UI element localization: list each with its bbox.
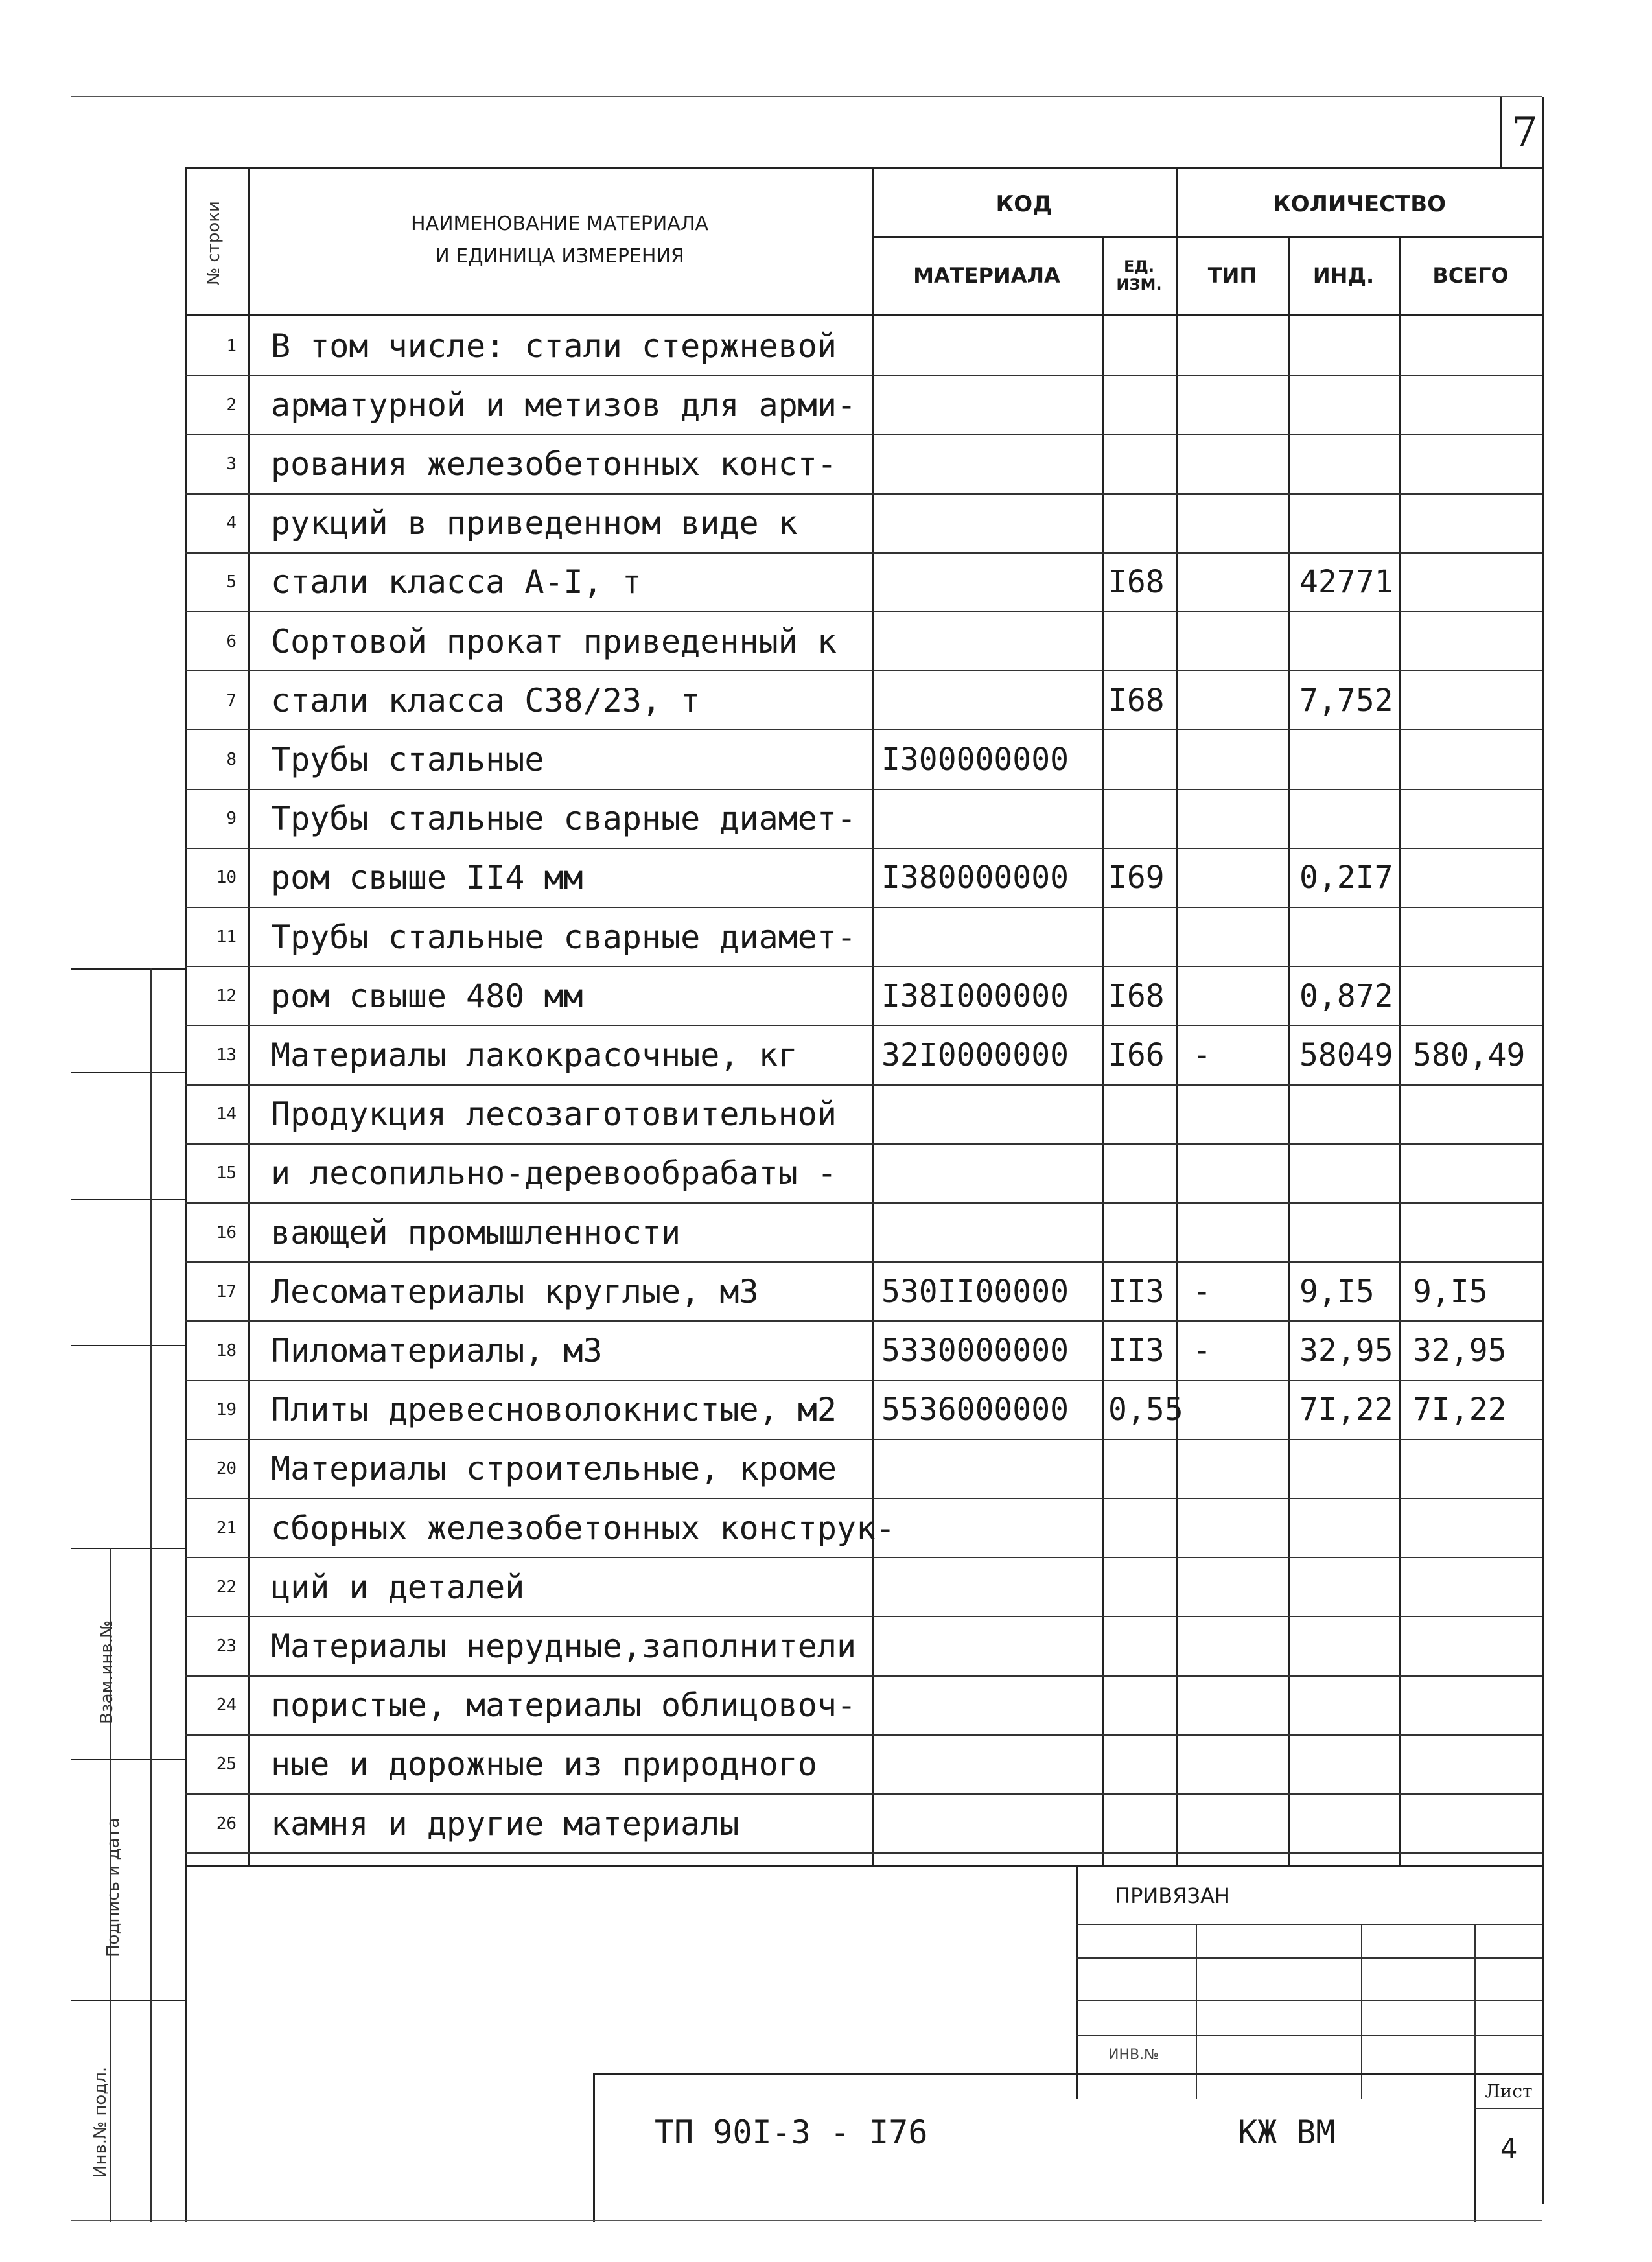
stamp-line-1	[1076, 1924, 1542, 1925]
row-number: 1	[226, 336, 237, 356]
material-name: Лесоматериалы круглые, м3	[271, 1272, 759, 1311]
material-name: Трубы стальные сварные диамет-	[271, 800, 857, 838]
row-number: 18	[216, 1340, 237, 1360]
row-number: 19	[216, 1400, 237, 1420]
material-name: вающей промышленности	[271, 1213, 681, 1252]
material-code: 5536000000	[881, 1392, 1069, 1428]
row-divider	[185, 1202, 1542, 1204]
row-number: 2	[226, 395, 237, 415]
title-block-sheet-line	[1474, 2108, 1542, 2109]
table-top-line	[185, 167, 1544, 169]
col-sep-type	[1288, 236, 1290, 1865]
header-mid-line	[872, 236, 1542, 238]
row-number: 5	[226, 572, 237, 592]
material-name: сборных железобетонных конструк-	[271, 1509, 896, 1547]
row-number: 17	[216, 1281, 237, 1301]
material-name: пористые, материалы облицовоч-	[271, 1686, 857, 1725]
qty-total: 32,95	[1413, 1332, 1507, 1369]
material-name: камня и другие материалы	[271, 1804, 739, 1843]
row-divider	[185, 670, 1542, 671]
unit-code: I68	[1108, 682, 1165, 719]
header-qty-total: ВСЕГО	[1432, 263, 1509, 288]
qty-individual: 7I,22	[1299, 1392, 1393, 1428]
material-name: рования железобетонных конст-	[271, 445, 837, 483]
material-name: и лесопильно-деревообрабаты -	[271, 1154, 837, 1193]
bottom-line	[71, 2220, 1542, 2221]
material-name: Материалы строительные, кроме	[271, 1450, 837, 1488]
material-code: I38I000000	[881, 977, 1069, 1014]
header-qty-type: ТИП	[1207, 263, 1257, 288]
row-divider	[185, 493, 1542, 495]
table-left-line	[185, 167, 187, 2222]
table-right-line	[1542, 167, 1544, 2099]
header-code-material: МАТЕРИАЛА	[913, 263, 1060, 288]
top-border-line	[71, 96, 1542, 97]
unit-code: I66	[1108, 1036, 1165, 1073]
margin-vline-2	[150, 968, 152, 2222]
stamp-bound-label: ПРИВЯЗАН	[1115, 1883, 1230, 1908]
material-name: Материалы нерудные,заполнители	[271, 1627, 857, 1665]
row-divider	[185, 552, 1542, 554]
row-divider	[185, 434, 1542, 435]
row-number: 26	[216, 1813, 237, 1834]
row-number: 15	[216, 1163, 237, 1183]
col-sep-unit	[1176, 167, 1178, 1865]
row-divider	[185, 611, 1542, 612]
row-divider	[185, 375, 1542, 376]
material-code: 530II00000	[881, 1273, 1069, 1310]
row-divider	[185, 1261, 1542, 1263]
row-number: 16	[216, 1222, 237, 1242]
row-number: 9	[226, 809, 237, 829]
margin-line-1	[71, 968, 185, 970]
side-label-replace-inv: Взам.инв.№	[97, 1620, 117, 1724]
qty-type: -	[1192, 1036, 1211, 1073]
stamp-line-3	[1076, 2000, 1542, 2001]
row-divider	[185, 1852, 1542, 1854]
col-sep-code	[1102, 236, 1104, 1865]
row-divider	[185, 1675, 1542, 1677]
material-name: Продукция лесозаготовительной	[271, 1095, 837, 1134]
header-qty-ind: ИНД.	[1312, 263, 1375, 288]
qty-total: 580,49	[1413, 1036, 1526, 1073]
corner-box-left	[1500, 97, 1502, 167]
margin-line-5	[71, 1548, 185, 1549]
row-divider	[185, 1498, 1542, 1499]
header-name-line-2: И ЕДИНИЦА ИЗМЕРЕНИЯ	[435, 244, 684, 268]
unit-code: II3	[1108, 1332, 1165, 1369]
header-name-line-1: НАИМЕНОВАНИЕ МАТЕРИАЛА	[411, 212, 708, 235]
stamp-line-2	[1076, 1957, 1542, 1959]
material-name: Трубы стальные сварные диамет-	[271, 918, 857, 956]
margin-line-2	[71, 1072, 185, 1073]
stamp-inv-label: ИНВ.№	[1108, 2046, 1159, 2063]
row-divider	[185, 1616, 1542, 1617]
margin-line-4	[71, 1345, 185, 1346]
row-number: 14	[216, 1104, 237, 1125]
row-number: 22	[216, 1577, 237, 1597]
header-qty-group: КОЛИЧЕСТВО	[1272, 191, 1447, 217]
material-name: рукций в приведенном виде к	[271, 504, 798, 542]
row-number: 11	[216, 927, 237, 947]
material-code: 5330000000	[881, 1332, 1069, 1369]
margin-line-7	[71, 2000, 185, 2001]
margin-line-6	[71, 1759, 185, 1760]
qty-total: 9,I5	[1413, 1273, 1488, 1310]
row-divider	[185, 1793, 1542, 1795]
col-sep-ind	[1399, 236, 1401, 1865]
qty-individual: 0,2I7	[1299, 859, 1393, 896]
unit-code: I69	[1108, 859, 1165, 896]
material-name: стали класса С38/23, т	[271, 681, 701, 719]
material-code: 32I0000000	[881, 1036, 1069, 1073]
header-bottom-line	[185, 314, 1542, 316]
material-code: I300000000	[881, 741, 1069, 778]
stamp-line-4	[1076, 2035, 1542, 2036]
row-divider	[185, 1025, 1542, 1026]
row-divider	[185, 1084, 1542, 1086]
row-divider	[185, 848, 1542, 849]
row-divider	[185, 907, 1542, 908]
row-number: 12	[216, 986, 237, 1006]
row-divider	[185, 1439, 1542, 1440]
sheet-corner-number: 7	[1511, 109, 1538, 157]
row-number: 21	[216, 1518, 237, 1538]
material-name: ром свыше II4 мм	[271, 859, 583, 897]
qty-individual: 42771	[1299, 564, 1393, 601]
row-number: 24	[216, 1696, 237, 1716]
stamp-top-line	[185, 1865, 1542, 1867]
margin-line-3	[71, 1199, 185, 1200]
material-name: арматурной и метизов для арми-	[271, 386, 857, 424]
row-divider	[185, 1320, 1542, 1322]
row-number: 6	[226, 631, 237, 651]
header-code-unit: ЕД. ИЗМ.	[1116, 257, 1162, 294]
title-block-left	[593, 2073, 595, 2222]
material-name: Пиломатериалы, м3	[271, 1331, 603, 1370]
row-divider	[185, 966, 1542, 967]
material-code: I380000000	[881, 859, 1069, 896]
row-divider	[185, 1734, 1542, 1736]
unit-code: 0,55	[1108, 1392, 1183, 1428]
qty-type: -	[1192, 1273, 1211, 1310]
row-number: 25	[216, 1755, 237, 1775]
header-code-group: КОД	[995, 191, 1053, 217]
col-sep-rownum	[248, 167, 250, 1865]
qty-individual: 0,872	[1299, 977, 1393, 1014]
unit-code: I68	[1108, 564, 1165, 601]
section-code: КЖ ВМ	[1238, 2114, 1336, 2151]
qty-total: 7I,22	[1413, 1392, 1507, 1428]
row-number: 23	[216, 1636, 237, 1656]
qty-individual: 58049	[1299, 1036, 1393, 1073]
row-divider	[185, 729, 1542, 730]
qty-individual: 9,I5	[1299, 1273, 1375, 1310]
row-number: 8	[226, 749, 237, 769]
row-divider	[185, 789, 1542, 790]
unit-code: I68	[1108, 977, 1165, 1014]
doc-code: ТП 90I-3 - I76	[655, 2114, 928, 2151]
row-divider	[185, 1380, 1542, 1381]
material-name: ций и деталей	[271, 1568, 525, 1606]
row-number: 13	[216, 1045, 237, 1065]
row-number: 7	[226, 690, 237, 710]
side-label-inv-orig: Инв.№ подл.	[91, 2066, 110, 2178]
unit-code: II3	[1108, 1273, 1165, 1310]
material-name: стали класса А-I, т	[271, 563, 642, 601]
material-name: Трубы стальные	[271, 740, 544, 778]
row-number: 4	[226, 513, 237, 533]
row-divider	[185, 1557, 1542, 1558]
material-name: ром свыше 480 мм	[271, 977, 583, 1015]
row-number: 3	[226, 454, 237, 474]
qty-individual: 7,752	[1299, 682, 1393, 719]
material-name: Сортовой прокат приведенный к	[271, 622, 837, 660]
col-sep-name	[872, 167, 874, 1865]
qty-individual: 32,95	[1299, 1332, 1393, 1369]
row-number: 20	[216, 1459, 237, 1479]
material-name: Плиты древесноволокнистые, м2	[271, 1391, 837, 1429]
side-label-sign-date: Подпись и дата	[104, 1817, 123, 1957]
title-block-top	[593, 2073, 1542, 2075]
header-row-number: № строки	[204, 201, 224, 285]
material-name: В том числе: стали стержневой	[271, 327, 837, 365]
material-name: Материалы лакокрасочные, кг	[271, 1036, 798, 1074]
stamp-left-line	[1076, 1865, 1078, 2099]
sheet-number: 4	[1500, 2132, 1518, 2165]
qty-type: -	[1192, 1332, 1211, 1369]
row-number: 10	[216, 868, 237, 888]
row-divider	[185, 1143, 1542, 1145]
material-name: ные и дорожные из природного	[271, 1745, 817, 1784]
sheet-label: Лист	[1485, 2080, 1533, 2102]
